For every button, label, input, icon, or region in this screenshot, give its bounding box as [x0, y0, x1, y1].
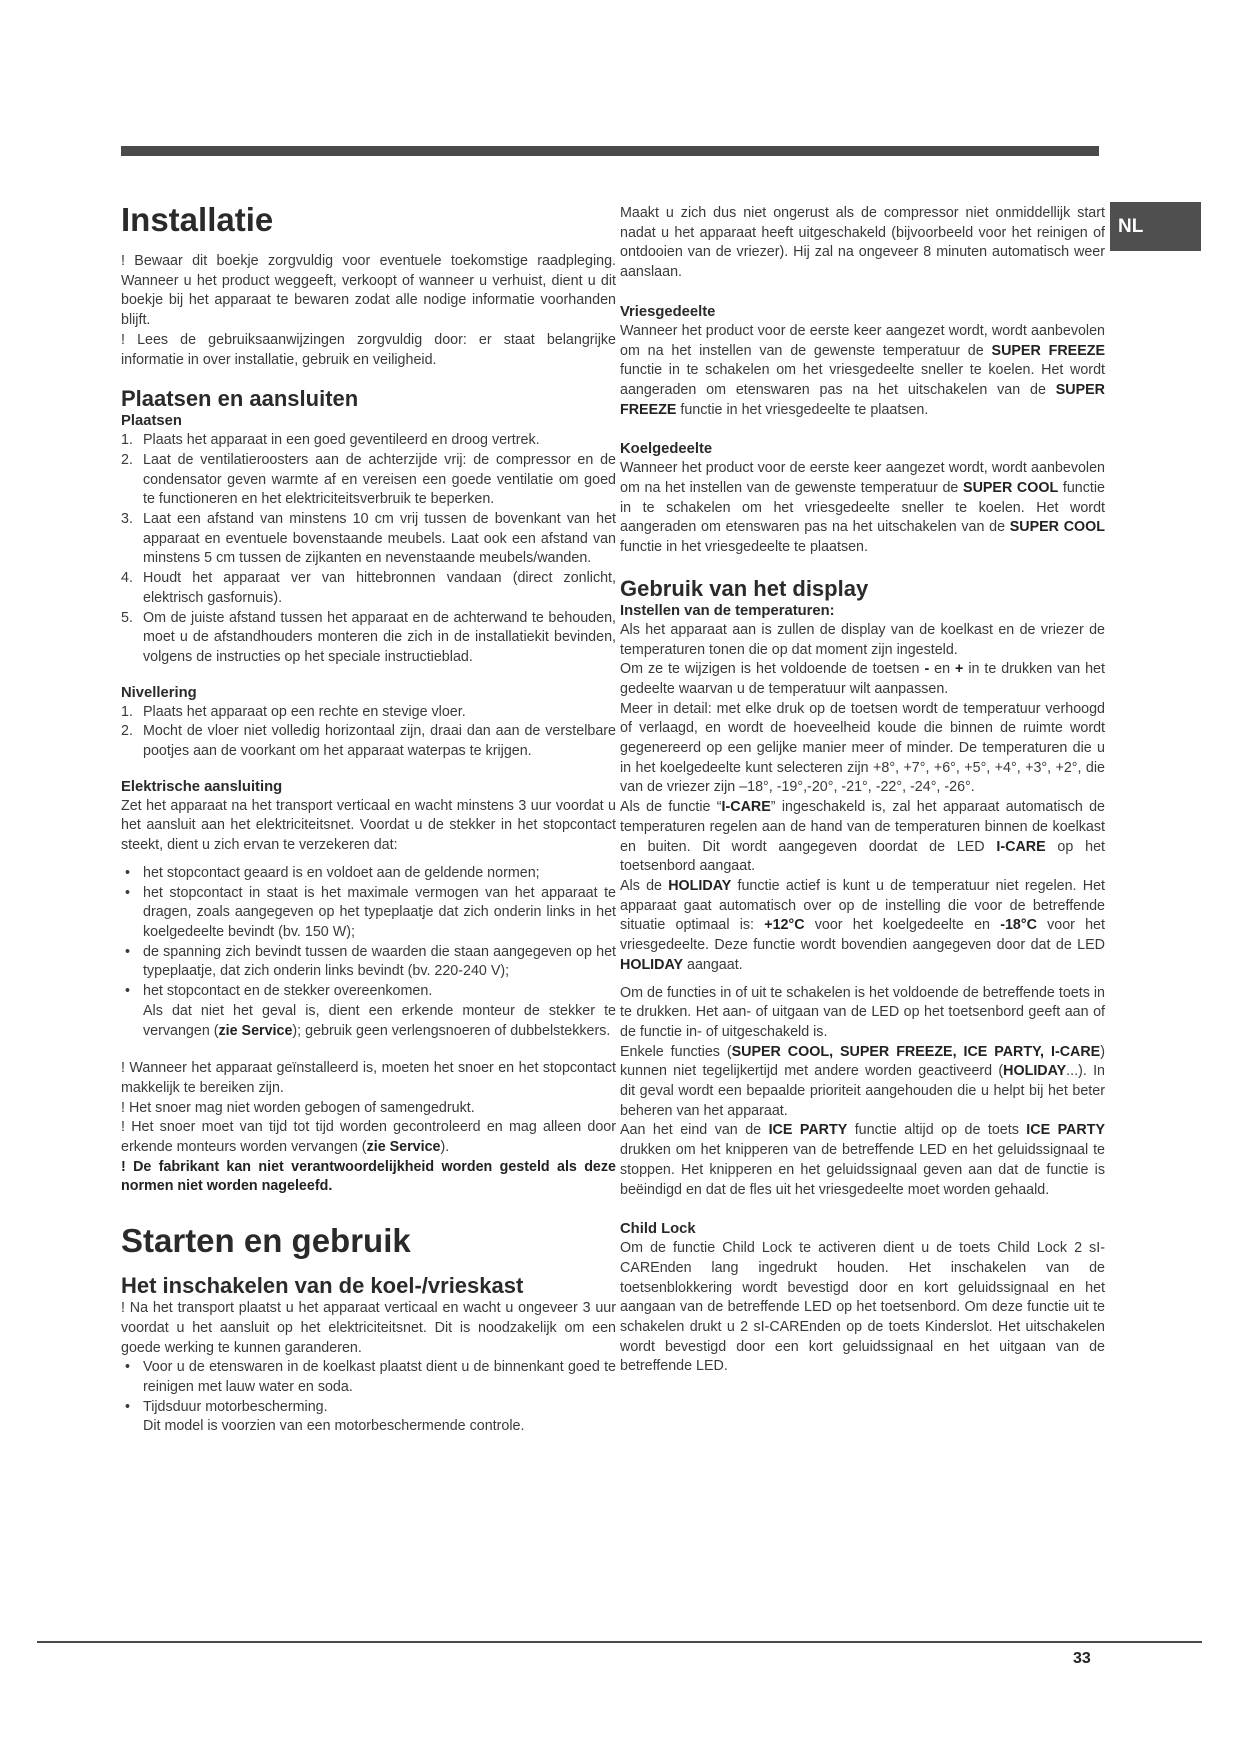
- list-item: 2. Laat de ventilatieroosters aan de achterzijde vrij: de compressor en de condensator geven warmte af en vereisen een goede ventilatie om goed te functioneren en het elektriciteitsverbruik te beperken.: [121, 451, 616, 508]
- instellen-heading: Instellen van de temperaturen:: [620, 602, 835, 619]
- nivellering-heading: Nivellering: [121, 684, 197, 701]
- plaatsen-list: [121, 431, 616, 667]
- elektrische-bullets: [121, 864, 616, 1041]
- list-item: 1. Plaats het apparaat op een rechte en stevige vloer.: [121, 703, 466, 720]
- nivellering-list: [121, 703, 616, 762]
- list-item: • het stopcontact in staat is het maximale vermogen van het apparaat te dragen, zoals aangegeven op het typeplaatje dat zich onderin links in het koelgedeelte bevindt (bv. 150 W);: [125, 884, 616, 940]
- top-rule: [121, 146, 1099, 156]
- koelgedeelte-paragraph: Wanneer het product voor de eerste keer aangezet wordt, wordt aanbevolen om na het instellen van de gewenste temperatuur de SUPER COOL functie in te schakelen om het vriesgedeelte sneller te koelen. Het wordt aangeraden om etenswaren pas na het uitschakelen van de SUPER COOL functie in het vriesgedeelte te plaatsen.: [620, 460, 1105, 556]
- child-lock-paragraph: Om de functie Child Lock te activeren dient u de toets Child Lock 2 sI-CAREnden lang ingedrukt houden. Het inschakelen van de toetsenblokkering wordt bevestigd door en kort geluidssignaal en het aangaan van de betreffende LED op het toetsenbord. Om deze functie uit te schakelen drukt u 2 sI-CAREnden op de toets Kinderslot. Het uitschakelen wordt bevestigd door een kort geluidssignaal en het uitgaan van de betreffende LED.: [620, 1240, 1105, 1375]
- list-item: 4. Houdt het apparaat ver van hittebronnen vandaan (direct zonlicht, elektrisch gasfornuis).: [121, 570, 616, 606]
- list-item: 1. Plaats het apparaat in een goed geventileerd en droog vertrek.: [121, 432, 540, 449]
- vriesgedeelte-paragraph: Wanneer het product voor de eerste keer aangezet wordt, wordt aanbevolen om na het instellen van de gewenste temperatuur de SUPER FREEZE functie in te schakelen om het vriesgedeelte sneller te koelen. Het wordt aangeraden om etenswaren pas na het uitschakelen van de SUPER FREEZE functie in het vriesgedeelte te plaatsen.: [620, 322, 1105, 418]
- display-paragraph-5: Als de HOLIDAY functie actief is kunt u de temperatuur niet regelen. Het apparaat gaat automatisch over op de instelling die voor de betreffende situatie optimaal is: +12°C voor het koelgedeelte en -18°C voor het vriesgedeelte. Deze functie wordt bovendien aangegeven door dat de LED HOLIDAY aangaat.: [620, 877, 1106, 973]
- compressor-paragraph: Maakt u zich dus niet ongerust als de compressor niet onmiddellijk start nadat u het apparaat heeft uitgeschakeld (bijvoorbeeld voor het reinigen of ontdooien van de vriezer). Hij zal na ongeveer 8 minuten automatisch weer aanslaan.: [620, 205, 1105, 281]
- child-lock-heading: Child Lock: [620, 1221, 696, 1238]
- list-item: • Voor u de etenswaren in de koelkast plaatst dient u de binnenkant goed te reinigen met lauw water en soda.: [125, 1359, 616, 1395]
- list-item: • het stopcontact en de stekker overeenkomen. Als dat niet het geval is, dient een erkende monteur de stekker te vervangen (zie Service); gebruik geen verlengsnoeren of dubbelstekkers.: [125, 983, 616, 1039]
- display-heading: Gebruik van het display: [620, 575, 869, 601]
- plaatsen-heading: Plaatsen: [121, 413, 182, 430]
- list-item: • de spanning zich bevindt tussen de waarden die staan aangegeven op het typeplaatje, dat zich onderin links bevindt (bv. 220-240 V);: [125, 943, 616, 980]
- elektrische-paragraph: Zet het apparaat na het transport verticaal en wacht minstens 3 uur voordat u het aansluit aan het elektriciteitsnet. Voordat u de stekker in het stopcontact steekt, dient u zich ervan te verzekeren dat:: [121, 797, 616, 854]
- list-item: 3. Laat een afstand van minstens 10 cm vrij tussen de bovenkant van het apparaat en eventuele bovenstaande meubels. Laat ook een afstand van minstens 5 cm tussen de zijkanten en nevenstaande meubels/wanden.: [121, 511, 616, 567]
- inschakelen-paragraph: ! Na het transport plaatst u het apparaat verticaal en wacht u ongeveer 3 uur voordat u het aansluit op het elektriciteitsnet. Dit is noodzakelijk om een goede werking te kunnen garanderen.: [121, 1300, 616, 1356]
- display-paragraph-6: Om de functies in of uit te schakelen is het voldoende de betreffende toets in te drukken. Het aan- of uitgaan van de LED op het toetsenbord geeft aan of de functie in- of uitgeschakeld is.: [620, 984, 1105, 1040]
- note-4: ! De fabrikant kan niet verantwoordelijkheid worden gesteld als deze normen niet worden nageleefd.: [121, 1158, 616, 1195]
- right-column: [620, 204, 1105, 1377]
- display-paragraph-3: Meer in detail: met elke druk op de toetsen wordt de temperatuur verhoogd of verlaagd, en wordt de hoeveelheid koude die binnen de ruimte wordt gegenereerd op een gelijke manier meer of minder. De temperaturen die u in het koelgedeelte kunt selecteren zijn +8°, +7°, +6°, +5°, +4°, +3°, +2°, die van de vriezer zijn –18°, -19°,-20°, -21°, -22°, -24°, -26°.: [620, 700, 1105, 796]
- display-paragraph-7: Enkele functies (SUPER COOL, SUPER FREEZE, ICE PARTY, I-CARE) kunnen niet tegelijkertijd met andere worden geactiveerd (HOLIDAY...). In dit geval wordt een bepaalde prioriteit aangehouden die u helpt bij het beter beheren van het apparaat.: [620, 1043, 1105, 1119]
- start-bullets: [121, 1358, 616, 1437]
- page-number: 33: [1073, 1650, 1091, 1667]
- inschakelen-heading: Het inschakelen van de koel-/vrieskast: [121, 1273, 524, 1299]
- display-paragraph-8: Aan het eind van de ICE PARTY functie altijd op de toets ICE PARTY drukken om het knipperen van de betreffende LED en het geluidssignaal te stoppen. Het knipperen en het geluidssignaal geven aan dat de functie is beëindigd en dat de fles uit het vriesgedeelte moet worden gehaald.: [620, 1122, 1105, 1198]
- intro-paragraph-1: ! Bewaar dit boekje zorgvuldig voor eventuele toekomstige raadpleging. Wanneer u het product weggeeft, verkoopt of wanneer u verhuist, dient u dit boekje bij het apparaat te bewaren zodat alle nodige informatie voorhanden blijft.: [121, 253, 616, 329]
- list-item: • Tijdsduur motorbescherming. Dit model is voorzien van een motorbeschermende controle.: [125, 1398, 525, 1435]
- note-2: ! Het snoer mag niet worden gebogen of samengedrukt.: [121, 1099, 475, 1116]
- list-item: 5. Om de juiste afstand tussen het apparaat en de achterwand te behouden, moet u de afstandhouders monteren die zich in de installatiekit bevinden, volgens de instructies op het speciale instructieblad.: [121, 609, 616, 665]
- plaatsen-aansluiten-heading: Plaatsen en aansluiten: [121, 386, 359, 412]
- display-paragraph-2: Om ze te wijzigen is het voldoende de toetsen - en + in te drukken van het gedeelte waarvan u de temperatuur wilt aanpassen.: [620, 661, 1105, 697]
- intro-paragraph-2: ! Lees de gebruiksaanwijzingen zorgvuldig door: er staat belangrijke informatie in over installatie, gebruik en veiligheid.: [121, 331, 616, 368]
- display-paragraph-1: Als het apparaat aan is zullen de display van de koelkast en de vriezer de temperaturen tonen die op dat moment zijn ingesteld.: [620, 621, 1105, 658]
- elektrische-heading: Elektrische aansluiting: [121, 778, 283, 795]
- language-tab: NL: [1110, 202, 1201, 251]
- starten-heading: Starten en gebruik: [121, 1221, 616, 1261]
- bottom-rule: [37, 1641, 1202, 1643]
- koelgedeelte-heading: Koelgedeelte: [620, 441, 713, 458]
- note-3: ! Het snoer moet van tijd tot tijd worden gecontroleerd en mag alleen door erkende monteurs worden vervangen (zie Service).: [121, 1119, 616, 1156]
- installatie-heading: Installatie: [121, 200, 616, 240]
- list-item: 2. Mocht de vloer niet volledig horizontaal zijn, draai dan aan de verstelbare pootjes aan de voorkant om het apparaat waterpas te krijgen.: [121, 723, 616, 760]
- note-1: ! Wanneer het apparaat geïnstalleerd is, moeten het snoer en het stopcontact makkelijk te bereiken zijn.: [121, 1060, 616, 1096]
- vriesgedeelte-heading: Vriesgedeelte: [620, 303, 716, 320]
- display-paragraph-4: Als de functie “I-CARE” ingeschakeld is, zal het apparaat automatisch de temperaturen regelen aan de hand van de temperaturen binnen de koelkast en buiten. Dit wordt aangegeven doordat de LED I-CARE op het toetsenbord aangaat.: [620, 799, 1105, 875]
- left-column: [121, 190, 616, 1437]
- list-item: • het stopcontact geaard is en voldoet aan de geldende normen;: [125, 864, 540, 881]
